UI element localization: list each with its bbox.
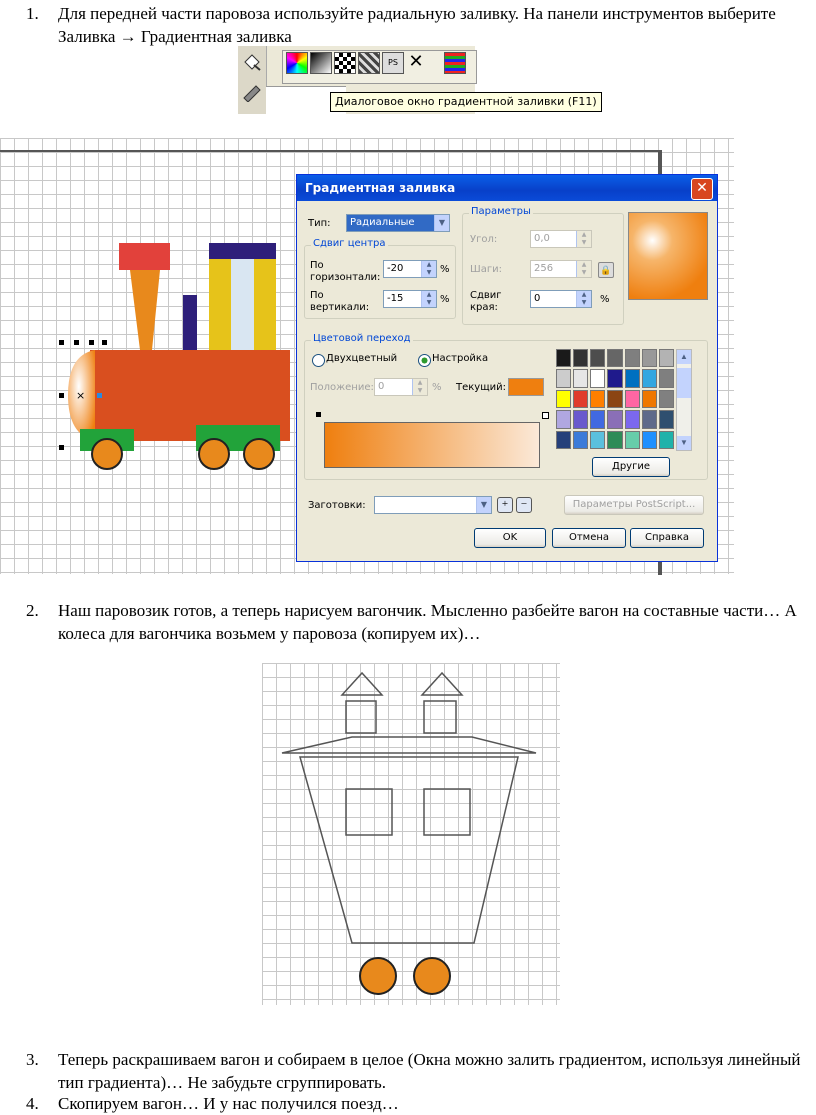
wagon-sketch	[262, 663, 560, 1005]
palette-swatch[interactable]	[659, 410, 674, 428]
fill-tool-flyout[interactable]	[238, 46, 267, 114]
params-title: Параметры	[471, 206, 531, 217]
palette-swatch[interactable]	[573, 431, 588, 449]
palette-scrollbar[interactable]	[676, 349, 692, 451]
step-number: 3.	[26, 1050, 39, 1069]
outline-pen-icon	[240, 78, 264, 102]
step-number: 1.	[26, 4, 39, 23]
horizontal-unit: %	[440, 264, 450, 275]
wheel	[244, 439, 274, 469]
edge-label: Сдвиг края:	[470, 290, 502, 313]
chevron-down-icon[interactable]: ▼	[476, 497, 491, 513]
paint-bucket-icon	[240, 50, 264, 74]
palette-swatch[interactable]	[573, 410, 588, 428]
left-window	[346, 789, 392, 835]
wagon-wheel	[360, 958, 396, 994]
palette-swatch[interactable]	[590, 390, 605, 408]
palette-swatch[interactable]	[607, 369, 622, 387]
spinner-icon[interactable]: ▲ ▼	[421, 291, 436, 307]
palette-swatch[interactable]	[556, 431, 571, 449]
palette-swatch[interactable]	[573, 349, 588, 367]
cancel-button[interactable]: Отмена	[552, 528, 626, 548]
edge-field[interactable]	[530, 290, 592, 308]
palette-swatch[interactable]	[642, 431, 657, 449]
spinner-icon[interactable]: ▲ ▼	[576, 231, 591, 247]
two-color-label: Двухцветный	[326, 353, 398, 364]
position-unit: %	[432, 382, 442, 393]
horizontal-label: По горизонтали:	[310, 260, 381, 283]
edge-unit: %	[600, 294, 610, 305]
palette-swatch[interactable]	[607, 410, 622, 428]
step-text: Теперь раскрашиваем вагон и собираем в целое (Окна можно залить градиентом, используя линейный тип градиента)… Не забудьте сгруппировать.	[58, 1050, 801, 1092]
others-button[interactable]: Другие	[592, 457, 670, 477]
left-roof-vent	[342, 673, 382, 695]
cab-pillar-right	[254, 259, 276, 350]
right-roof-vent	[422, 673, 462, 695]
custom-radio[interactable]	[418, 354, 431, 367]
palette-swatch[interactable]	[590, 431, 605, 449]
wheel	[92, 439, 122, 469]
palette-swatch[interactable]	[642, 349, 657, 367]
edge-value: 0	[534, 293, 541, 304]
palette-swatch[interactable]	[642, 369, 657, 387]
palette-swatch[interactable]	[659, 390, 674, 408]
horizontal-value: -20	[387, 263, 404, 274]
position-field[interactable]	[374, 378, 428, 396]
close-button[interactable]: ✕	[691, 178, 713, 200]
current-color-swatch[interactable]	[508, 378, 544, 396]
page-border-top	[0, 150, 662, 152]
lock-icon[interactable]: 🔒	[598, 262, 614, 278]
palette-swatch[interactable]	[607, 431, 622, 449]
two-color-radio[interactable]	[312, 354, 325, 367]
presets-label: Заготовки:	[308, 500, 366, 511]
vertical-label: По вертикали:	[310, 290, 370, 313]
palette-swatch[interactable]	[556, 349, 571, 367]
dialog-title: Градиентная заливка	[305, 181, 456, 195]
color-palette[interactable]	[556, 349, 674, 449]
palette-swatch[interactable]	[625, 369, 640, 387]
wagon-wheel	[414, 958, 450, 994]
color-docker-icon[interactable]	[444, 52, 466, 74]
palette-swatch[interactable]	[556, 369, 571, 387]
current-label: Текущий:	[456, 382, 507, 393]
vertical-field[interactable]	[383, 290, 437, 308]
steps-value: 256	[534, 263, 554, 274]
angle-value: 0,0	[534, 233, 550, 244]
blend-title: Цветовой переход	[313, 333, 411, 344]
handle-blue	[97, 393, 102, 398]
palette-swatch[interactable]	[590, 410, 605, 428]
gradient-stop-start[interactable]	[316, 412, 321, 417]
cab-window	[231, 259, 254, 350]
horizontal-field[interactable]	[383, 260, 437, 278]
right-vent-box	[424, 701, 456, 733]
remove-preset-icon[interactable]: −	[516, 497, 532, 513]
gradient-preview	[628, 212, 708, 300]
texture-fill-icon[interactable]	[358, 52, 380, 74]
palette-swatch[interactable]	[625, 349, 640, 367]
add-preset-icon[interactable]: +	[497, 497, 513, 513]
right-window	[424, 789, 470, 835]
palette-swatch[interactable]	[659, 431, 674, 449]
cab-pillar-left	[209, 259, 231, 350]
gradient-fill-icon[interactable]	[310, 52, 332, 74]
center-marker: ×	[76, 389, 86, 402]
step-number: 4.	[26, 1094, 39, 1113]
spinner-icon[interactable]: ▲ ▼	[576, 291, 591, 307]
steam-dome	[183, 295, 197, 350]
center-offset-title: Сдвиг центра	[313, 238, 386, 249]
chevron-down-icon[interactable]: ▼	[434, 215, 449, 231]
pattern-fill-icon[interactable]	[334, 52, 356, 74]
chimney	[130, 270, 160, 350]
wagon-roof	[282, 737, 536, 753]
type-select[interactable]	[346, 214, 450, 232]
dialog-title-bar[interactable]	[297, 175, 717, 201]
spinner-icon[interactable]: ▲ ▼	[576, 261, 591, 277]
uniform-fill-icon[interactable]	[286, 52, 308, 74]
presets-select[interactable]	[374, 496, 492, 514]
steps-label: Шаги:	[470, 264, 502, 275]
postscript-button[interactable]: Параметры PostScript...	[564, 495, 704, 515]
scroll-down-icon[interactable]: ▼	[677, 436, 691, 450]
gradient-stop-end[interactable]	[542, 412, 549, 419]
position-value: 0	[378, 381, 385, 392]
postscript-fill-icon[interactable]: PS	[382, 52, 404, 74]
scroll-thumb[interactable]	[677, 368, 691, 398]
step-text: Для передней части паровоза используйте радиальную заливку. На панели инструментов выберите Заливка → Градиентная заливка	[58, 4, 776, 46]
vertical-value: -15	[387, 293, 404, 304]
help-button[interactable]: Справка	[630, 528, 704, 548]
custom-label: Настройка	[432, 353, 489, 364]
palette-swatch[interactable]	[642, 410, 657, 428]
wheel	[199, 439, 229, 469]
ok-button[interactable]: OK	[474, 528, 546, 548]
angle-label: Угол:	[470, 234, 498, 245]
steps-field[interactable]	[530, 260, 592, 278]
palette-swatch[interactable]	[607, 349, 622, 367]
palette-swatch[interactable]	[607, 390, 622, 408]
palette-swatch[interactable]	[573, 390, 588, 408]
palette-swatch[interactable]	[556, 390, 571, 408]
step-number: 2.	[26, 601, 39, 620]
step-text: Скопируем вагон… И у нас получился поезд…	[58, 1094, 399, 1113]
step-text: Наш паровозик готов, а теперь нарисуем вагончик. Мысленно разбейте вагон на составные части… А колеса для вагончика возьмем у паровоза (копируем их)…	[58, 601, 797, 643]
palette-swatch[interactable]	[625, 431, 640, 449]
type-label: Тип:	[308, 218, 331, 229]
palette-swatch[interactable]	[659, 349, 674, 367]
cab-roof	[209, 243, 276, 259]
chimney-cap	[119, 243, 170, 270]
spinner-icon[interactable]: ▲ ▼	[412, 379, 427, 395]
no-fill-icon[interactable]: ✕	[408, 51, 424, 72]
palette-swatch[interactable]	[625, 410, 640, 428]
vertical-unit: %	[440, 294, 450, 305]
wagon-body	[300, 757, 518, 943]
position-label: Положение:	[310, 382, 374, 393]
angle-field[interactable]	[530, 230, 592, 248]
palette-swatch[interactable]	[590, 349, 605, 367]
gradient-bar[interactable]	[324, 422, 540, 468]
type-select-value: Радиальные	[350, 217, 415, 228]
palette-swatch[interactable]	[625, 390, 640, 408]
palette-swatch[interactable]	[556, 410, 571, 428]
scroll-up-icon[interactable]: ▲	[677, 350, 691, 364]
tooltip: Диалоговое окно градиентной заливки (F11)	[330, 92, 602, 112]
palette-swatch[interactable]	[642, 390, 657, 408]
left-vent-box	[346, 701, 376, 733]
spinner-icon[interactable]: ▲ ▼	[421, 261, 436, 277]
palette-swatch[interactable]	[659, 369, 674, 387]
palette-swatch[interactable]	[573, 369, 588, 387]
palette-swatch[interactable]	[590, 369, 605, 387]
